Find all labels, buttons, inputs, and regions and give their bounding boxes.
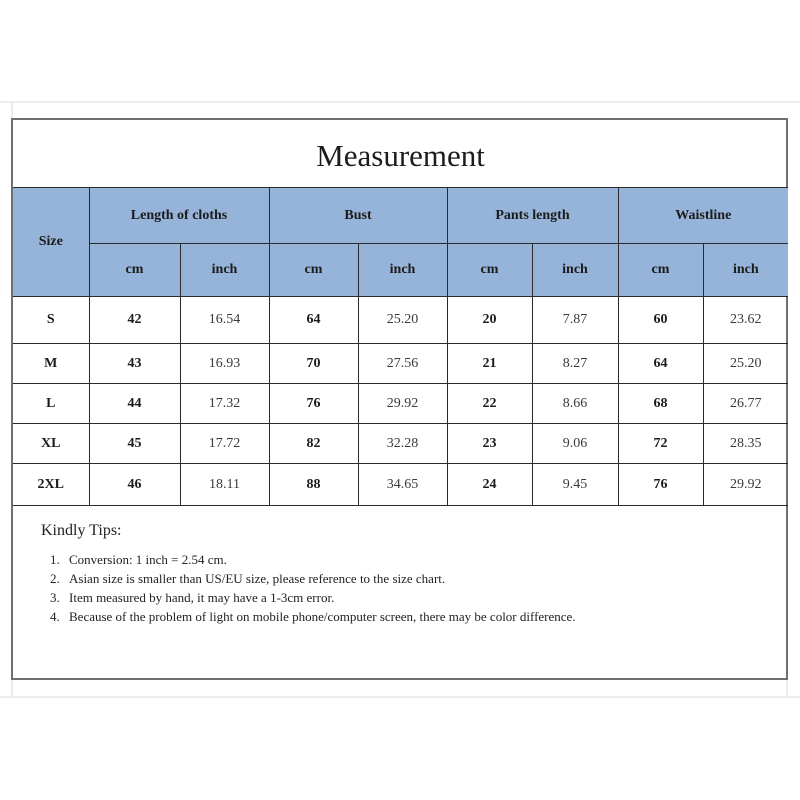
waist-cm-cell: 60 bbox=[618, 297, 703, 344]
bust-inch-cell: 32.28 bbox=[358, 424, 447, 464]
header-waistline: Waistline bbox=[618, 188, 788, 244]
header-length-of-cloths: Length of cloths bbox=[89, 188, 269, 244]
size-chart-table bbox=[13, 120, 788, 506]
size-cell: 2XL bbox=[13, 464, 89, 506]
bust-cm-cell: 88 bbox=[269, 464, 358, 506]
header-unit-inch: inch bbox=[703, 244, 788, 297]
header-pants-length: Pants length bbox=[447, 188, 618, 244]
size-cell: XL bbox=[13, 424, 89, 464]
waist-cm-cell: 76 bbox=[618, 464, 703, 506]
table-row-l bbox=[13, 384, 788, 424]
waist-inch-cell: 25.20 bbox=[703, 344, 788, 384]
chart-title-text: Measurement bbox=[316, 137, 485, 173]
length-inch-cell: 16.93 bbox=[180, 344, 269, 384]
length-inch-cell: 16.54 bbox=[180, 297, 269, 344]
table-row-2xl bbox=[13, 464, 788, 506]
waist-inch-cell: 28.35 bbox=[703, 424, 788, 464]
pants-inch-cell: 7.87 bbox=[532, 297, 618, 344]
length-cm-cell: 43 bbox=[89, 344, 180, 384]
header-unit-cm: cm bbox=[447, 244, 532, 297]
size-cell: M bbox=[13, 344, 89, 384]
tips-title: Kindly Tips: bbox=[41, 522, 122, 539]
bust-inch-cell: 34.65 bbox=[358, 464, 447, 506]
tip-item: 2. Asian size is smaller than US/EU size, please reference to the size chart. bbox=[63, 569, 601, 588]
pants-cm-cell: 21 bbox=[447, 344, 532, 384]
bust-inch-cell: 27.56 bbox=[358, 344, 447, 384]
length-cm-cell: 42 bbox=[89, 297, 180, 344]
waist-inch-cell: 23.62 bbox=[703, 297, 788, 344]
bust-inch-cell: 25.20 bbox=[358, 297, 447, 344]
pants-inch-cell: 9.45 bbox=[532, 464, 618, 506]
header-unit-inch: inch bbox=[358, 244, 447, 297]
pants-cm-cell: 24 bbox=[447, 464, 532, 506]
bust-cm-cell: 70 bbox=[269, 344, 358, 384]
waist-inch-cell: 26.77 bbox=[703, 384, 788, 424]
kindly-tips bbox=[41, 522, 601, 626]
length-inch-cell: 17.32 bbox=[180, 384, 269, 424]
tips-list bbox=[41, 550, 601, 626]
waist-inch-cell: 29.92 bbox=[703, 464, 788, 506]
length-inch-cell: 18.11 bbox=[180, 464, 269, 506]
bust-inch-cell: 29.92 bbox=[358, 384, 447, 424]
bust-cm-cell: 64 bbox=[269, 297, 358, 344]
size-cell: S bbox=[13, 297, 89, 344]
waist-cm-cell: 68 bbox=[618, 384, 703, 424]
waist-cm-cell: 64 bbox=[618, 344, 703, 384]
size-cell: L bbox=[13, 384, 89, 424]
tip-item: 1. Conversion: 1 inch = 2.54 cm. bbox=[63, 550, 601, 569]
pants-inch-cell: 8.27 bbox=[532, 344, 618, 384]
length-cm-cell: 45 bbox=[89, 424, 180, 464]
pants-cm-cell: 20 bbox=[447, 297, 532, 344]
bust-cm-cell: 76 bbox=[269, 384, 358, 424]
header-unit-inch: inch bbox=[180, 244, 269, 297]
length-cm-cell: 46 bbox=[89, 464, 180, 506]
page-top-divider bbox=[0, 101, 800, 103]
pants-cm-cell: 23 bbox=[447, 424, 532, 464]
tip-item: 4. Because of the problem of light on mobile phone/computer screen, there may be color difference. bbox=[63, 607, 601, 626]
page-right-divider bbox=[786, 680, 788, 697]
tip-item: 3. Item measured by hand, it may have a 1-3cm error. bbox=[63, 588, 601, 607]
length-inch-cell: 17.72 bbox=[180, 424, 269, 464]
header-unit-cm: cm bbox=[618, 244, 703, 297]
table-row-s bbox=[13, 297, 788, 344]
table-row-m bbox=[13, 344, 788, 384]
bust-cm-cell: 82 bbox=[269, 424, 358, 464]
table-row-xl bbox=[13, 424, 788, 464]
pants-inch-cell: 9.06 bbox=[532, 424, 618, 464]
page-bottom-divider bbox=[0, 696, 800, 698]
chart-title bbox=[13, 120, 788, 188]
pants-inch-cell: 8.66 bbox=[532, 384, 618, 424]
header-unit-cm: cm bbox=[269, 244, 358, 297]
pants-cm-cell: 22 bbox=[447, 384, 532, 424]
header-unit-cm: cm bbox=[89, 244, 180, 297]
size-chart-sheet bbox=[11, 118, 788, 680]
header-bust: Bust bbox=[269, 188, 447, 244]
length-cm-cell: 44 bbox=[89, 384, 180, 424]
waist-cm-cell: 72 bbox=[618, 424, 703, 464]
header-size: Size bbox=[13, 188, 89, 297]
header-unit-inch: inch bbox=[532, 244, 618, 297]
